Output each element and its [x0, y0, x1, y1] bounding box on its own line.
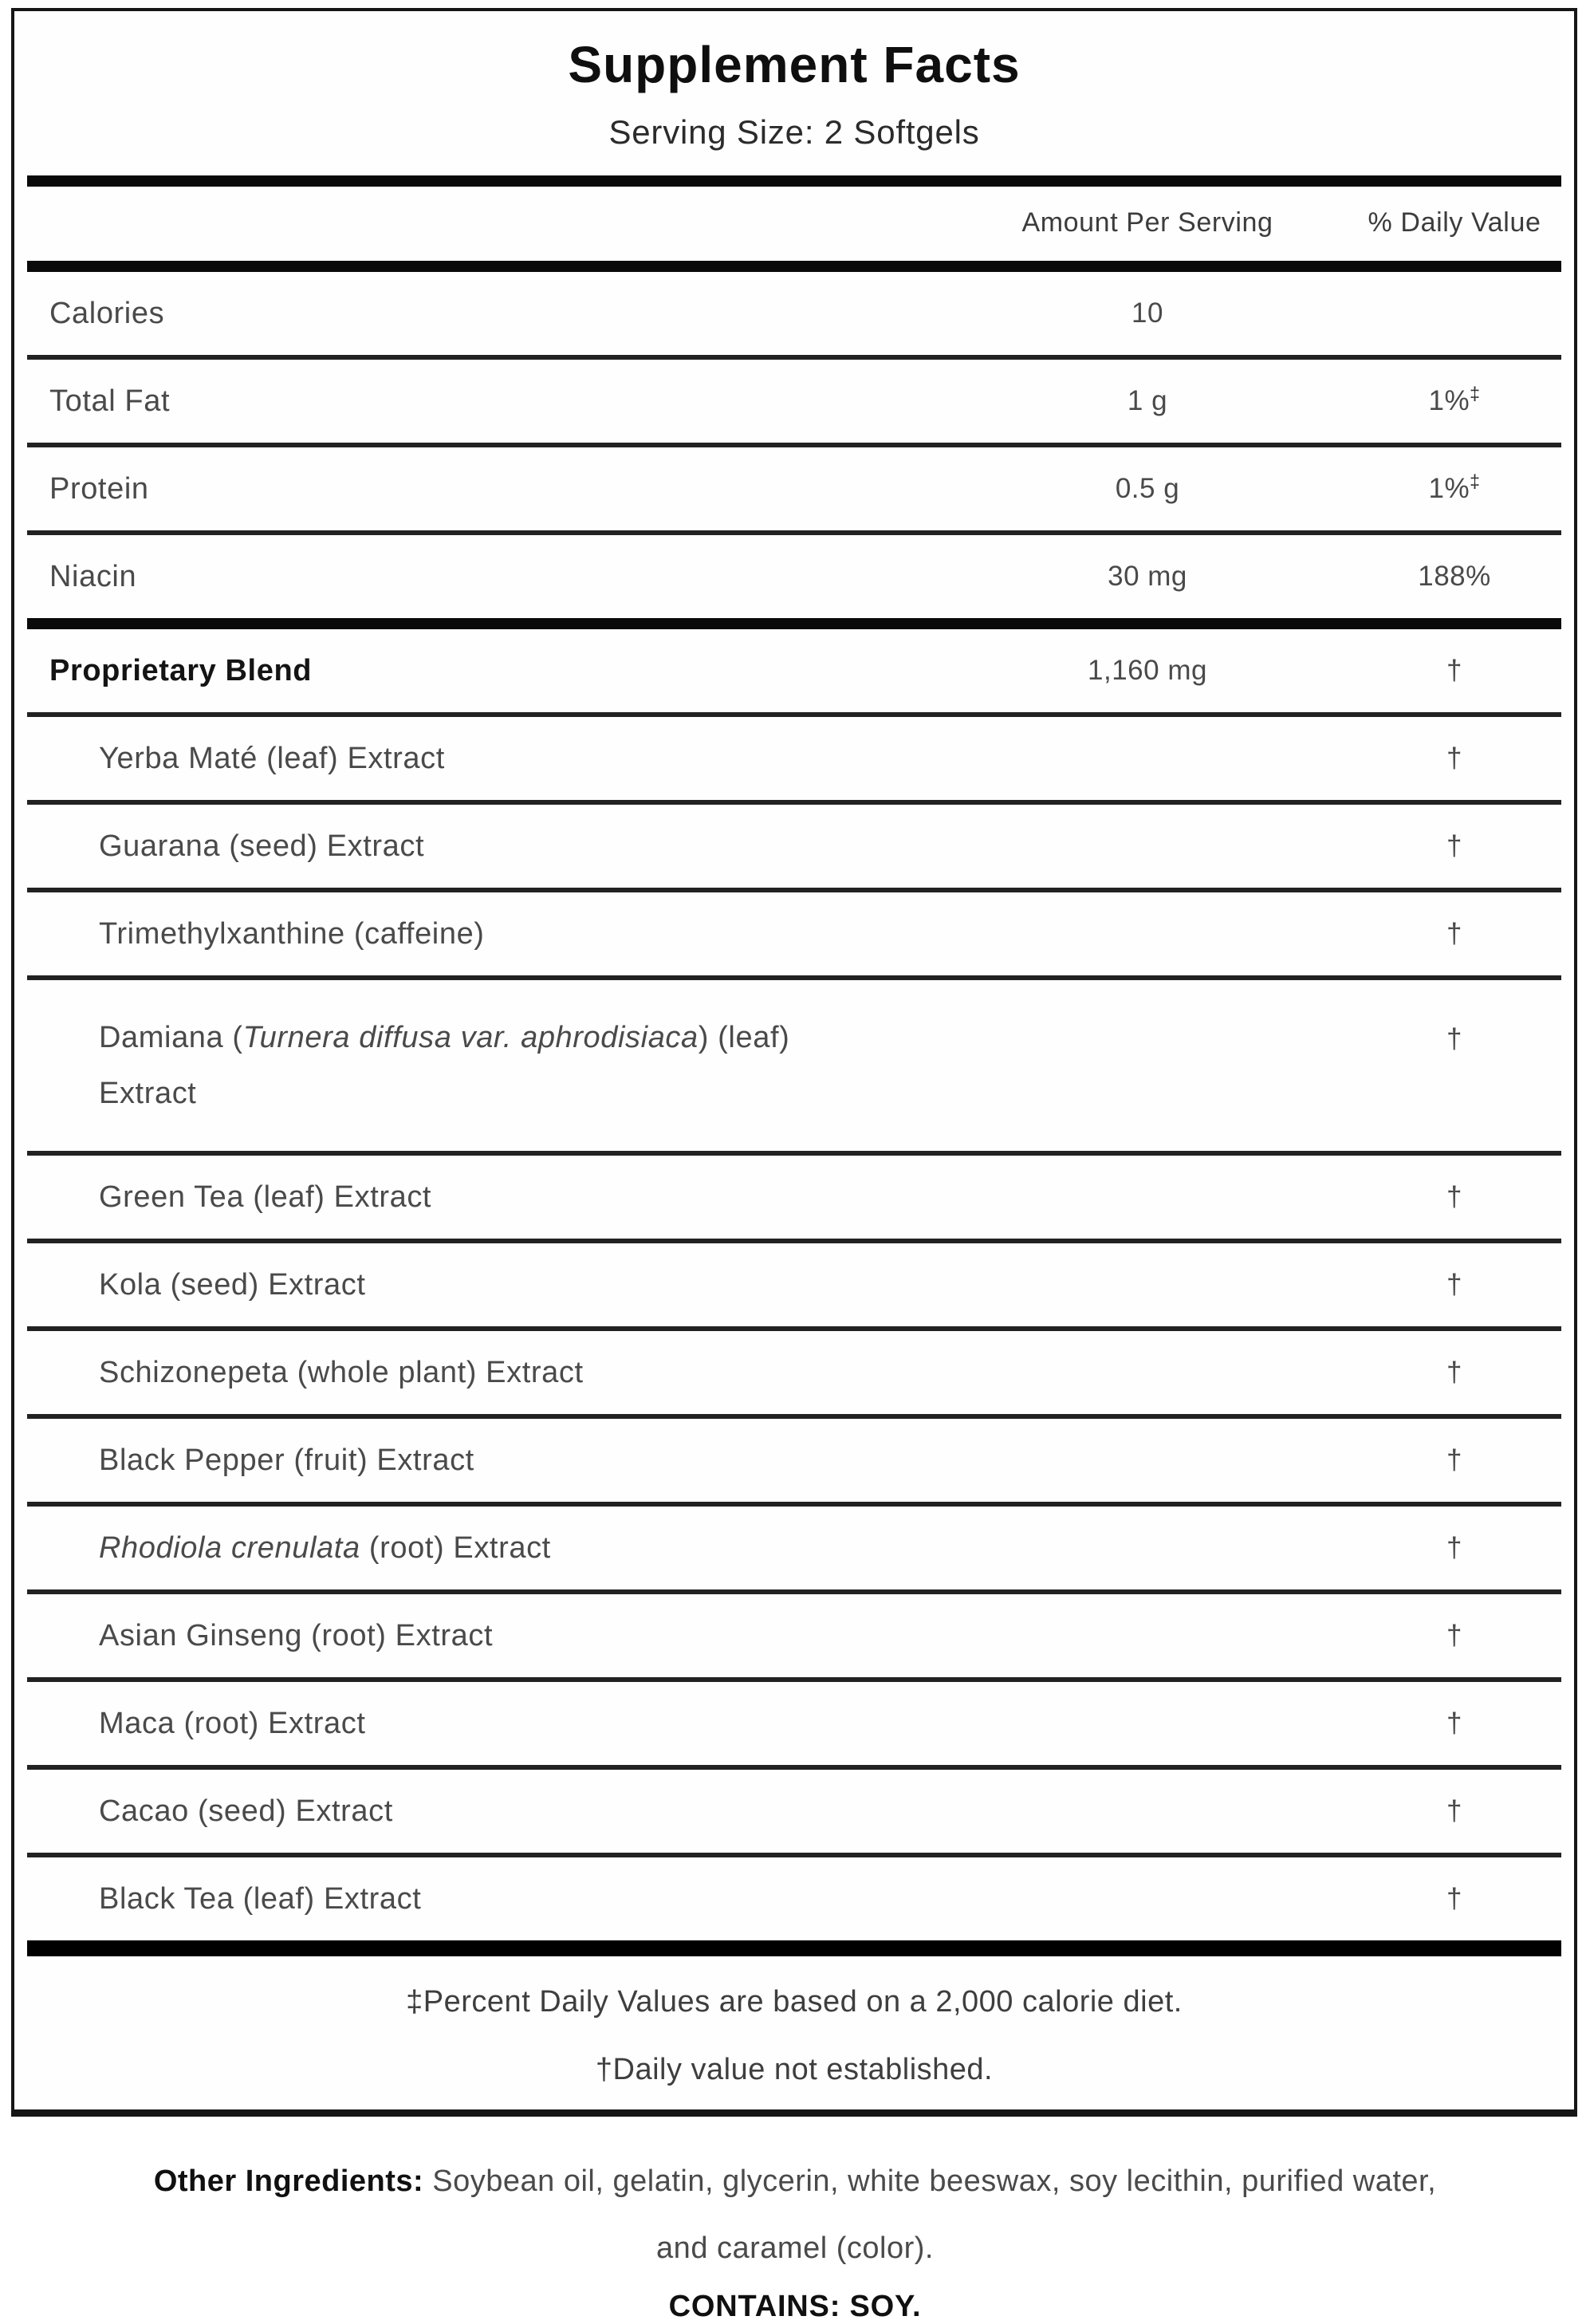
separator-line — [27, 1940, 1561, 1956]
panel-title: Supplement Facts — [568, 36, 1021, 93]
ingredient-name: Total Fat — [49, 384, 171, 418]
ingredient-name: Green Tea (leaf) Extract — [99, 1180, 432, 1214]
table-row — [14, 1682, 1574, 1765]
daily-value: † — [1446, 1269, 1462, 1300]
ingredient-name: Trimethylxanthine (caffeine) — [99, 916, 485, 951]
daily-value: 188% — [1418, 561, 1491, 592]
table-row — [14, 1331, 1574, 1414]
daily-value: † — [1446, 1620, 1462, 1651]
daily-value: † — [1446, 1883, 1462, 1914]
ingredient-name: Protein — [49, 471, 149, 506]
amount-per-serving-value: 10 — [1131, 297, 1163, 329]
ingredient-name: Asian Ginseng (root) Extract — [99, 1618, 494, 1652]
nutrient-rows — [14, 272, 1574, 1956]
table-row — [14, 805, 1574, 888]
table-row — [14, 1857, 1574, 1940]
daily-value: † — [1446, 1023, 1462, 1054]
table-row — [14, 1419, 1574, 1502]
table-row — [14, 1243, 1574, 1326]
daily-value: † — [1446, 742, 1462, 774]
ingredient-name: Maca (root) Extract — [99, 1706, 366, 1740]
other-ingredients-line1: Soybean oil, gelatin, glycerin, white beeswax, soy lecithin, purified water, — [423, 2164, 1437, 2198]
other-ingredients — [0, 2149, 1590, 2282]
ingredient-name: Damiana (Turnera diffusa var. aphrodisiaca) (leaf) Extract — [99, 1020, 790, 1110]
daily-value: † — [1446, 830, 1462, 861]
table-row — [14, 1156, 1574, 1239]
amount-per-serving-value: 1 g — [1127, 385, 1168, 416]
separator-line — [27, 618, 1561, 629]
daily-value-header: % Daily Value — [1368, 207, 1541, 238]
ingredient-name: Niacin — [49, 559, 137, 593]
table-row — [14, 360, 1574, 443]
daily-value: † — [1446, 1795, 1462, 1826]
table-row — [14, 1594, 1574, 1677]
ingredient-name: Black Pepper (fruit) Extract — [99, 1443, 474, 1477]
footnotes — [14, 1956, 1574, 2109]
column-header-row — [14, 187, 1574, 261]
table-row — [14, 535, 1574, 618]
amount-per-serving-value: 30 mg — [1108, 561, 1187, 592]
daily-value: 1%‡ — [1428, 471, 1481, 504]
ingredient-name: Rhodiola crenulata (root) Extract — [99, 1530, 551, 1565]
table-row — [14, 447, 1574, 530]
ingredient-name: Yerba Maté (leaf) Extract — [99, 741, 445, 775]
allergen-statement: CONTAINS: SOY. — [668, 2290, 922, 2324]
dv-not-established-footnote: †Daily value not established. — [595, 2053, 994, 2086]
separator-line — [27, 261, 1561, 272]
ingredient-name: Black Tea (leaf) Extract — [99, 1881, 422, 1916]
serving-size: Serving Size: 2 Softgels — [608, 113, 980, 151]
daily-value: † — [1446, 1444, 1462, 1475]
table-row — [14, 272, 1574, 355]
ingredient-name: Calories — [49, 296, 165, 330]
other-ingredients-label: Other Ingredients: — [153, 2164, 424, 2198]
daily-value: † — [1446, 1708, 1462, 1739]
ingredient-name: Proprietary Blend — [49, 653, 313, 687]
daily-value: 1%‡ — [1428, 383, 1481, 416]
supplement-facts-panel — [11, 8, 1577, 2117]
amount-per-serving-header: Amount Per Serving — [1021, 207, 1273, 238]
table-row — [14, 892, 1574, 975]
percent-dv-footnote: ‡Percent Daily Values are based on a 2,000 calorie diet. — [406, 1985, 1183, 2019]
ingredient-name: Schizonepeta (whole plant) Extract — [99, 1355, 584, 1389]
table-row — [14, 1507, 1574, 1589]
ingredient-name: Cacao (seed) Extract — [99, 1794, 393, 1828]
amount-per-serving-value: 0.5 g — [1115, 473, 1180, 504]
daily-value: † — [1446, 918, 1462, 949]
ingredient-name: Kola (seed) Extract — [99, 1267, 366, 1302]
daily-value: † — [1446, 1357, 1462, 1388]
daily-value: † — [1446, 655, 1462, 686]
amount-per-serving-value: 1,160 mg — [1088, 655, 1207, 686]
separator-line — [27, 175, 1561, 187]
ingredient-name: Guarana (seed) Extract — [99, 829, 425, 863]
daily-value: † — [1446, 1181, 1462, 1212]
other-ingredients-line2: and caramel (color). — [656, 2231, 934, 2265]
table-row — [14, 629, 1574, 712]
daily-value: † — [1446, 1532, 1462, 1563]
table-row — [14, 717, 1574, 800]
table-row — [14, 980, 1574, 1151]
table-row — [14, 1770, 1574, 1853]
